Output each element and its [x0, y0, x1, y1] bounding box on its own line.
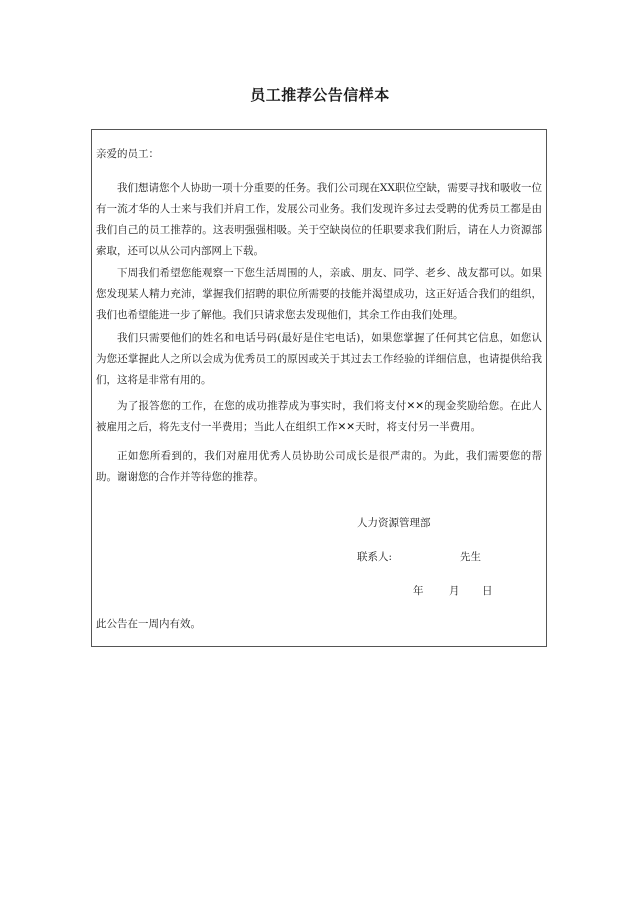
department-signature: 人力资源管理部: [357, 517, 431, 529]
date-day: 日: [482, 585, 493, 597]
page-title: 员工推荐公告信样本: [250, 86, 390, 104]
paragraph-2: 下周我们希望您能观察一下您生活周围的人，亲戚、朋友、同学、老乡、战友都可以。如果您发现某人精力充沛，掌握我们招聘的职位所需要的技能并渴望成功，这正好适合我们的组织，我们也希望能进一步了解他。我们只请求您去发现他们，其余工作由我们处理。: [96, 267, 542, 321]
date-month: 月: [449, 585, 460, 597]
paragraph-3: 我们只需要他们的姓名和电话号码(最好是住宅电话)，如果您掌握了任何其它信息，如您认为您还掌握此人之所以会成为优秀员工的原因或关于其过去工作经验的详细信息，也请提供给我们，这将是非常有用的。: [96, 332, 542, 386]
contact-title: 先生: [460, 551, 481, 563]
paragraph-4: 为了报答您的工作，在您的成功推荐成为事实时，我们将支付✕✕的现金奖励给您。在此人被雇用之后，将先支付一半费用；当此人在组织工作✕✕天时，将支付另一半费用。: [96, 400, 542, 433]
letter-box: [91, 129, 547, 647]
date-year: 年: [413, 585, 424, 597]
salutation: 亲爱的员工：: [96, 148, 159, 160]
paragraph-5: 正如您所看到的，我们对雇用优秀人员协助公司成长是很严肃的。为此，我们需要您的帮助。谢谢您的合作并等待您的推荐。: [96, 450, 542, 483]
contact-label: 联系人:: [357, 551, 393, 563]
validity-note: 此公告在一周内有效。: [96, 618, 201, 630]
paragraph-1: 我们想请您个人协助一项十分重要的任务。我们公司现在XX职位空缺，需要寻找和吸收一位有一流才华的人士来与我们并肩工作，发展公司业务。我们发现许多过去受聘的优秀员工都是由我们自己的员工推荐的。这表明强强相吸。关于空缺岗位的任职要求我们附后，请在人力资源部索取，还可以从公司内部网上下载。: [96, 182, 542, 257]
